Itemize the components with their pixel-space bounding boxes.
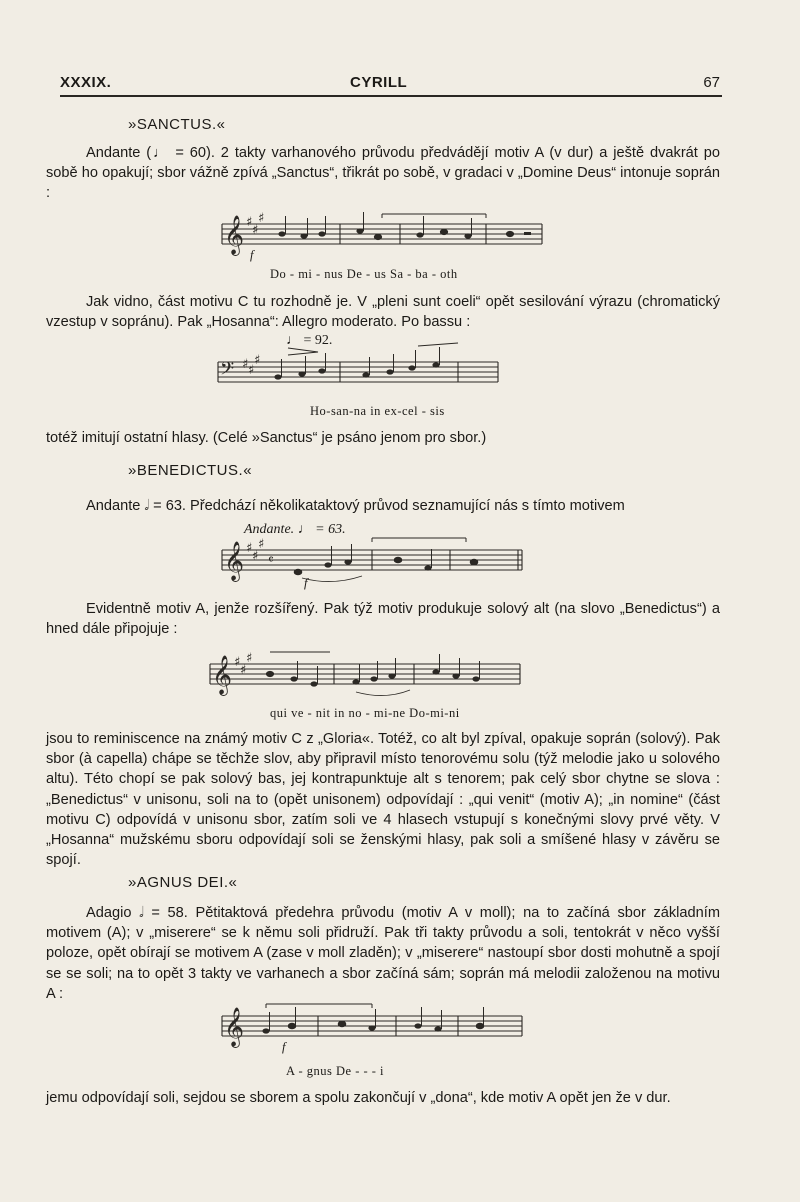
svg-text:♯: ♯ — [246, 651, 253, 666]
benedictus-paragraph-2 — [46, 599, 720, 639]
svg-text:𝄞: 𝄞 — [224, 1007, 245, 1047]
page-number: 67 — [703, 74, 720, 91]
staff-example-5 — [222, 996, 532, 1066]
agnus-paragraph-2 — [46, 1088, 720, 1108]
music-example-4 — [210, 642, 530, 702]
music-example-1 — [222, 204, 552, 274]
staff-example-1 — [222, 204, 552, 274]
benedictus-text-2: Evidentně motiv A, jenže rozšířený. Pak týž motiv produkuje solový alt (na slovo „Benedictus“) a hned dále připojuje : — [46, 601, 720, 638]
section-heading-agnus-dei: »AGNUS DEI.« — [128, 874, 238, 891]
agnus-paragraph-1 — [46, 903, 720, 1004]
sanctus-text-2: Jak vidno, část motivu C tu rozhodně je. V „pleni sunt coeli“ opět sesilování výrazu (chromatický vzestup v sopránu). Pak „Hosanna“: Allegro moderato. Po bassu : — [46, 294, 720, 331]
svg-text:𝄞: 𝄞 — [212, 655, 233, 695]
svg-text:♯: ♯ — [242, 357, 249, 372]
svg-text:𝄞: 𝄞 — [224, 215, 245, 255]
running-header — [60, 74, 720, 94]
benedictus-text-3: jsou to reminiscence na známý motiv C z „Gloria«. Totéž, co alt byl zpíval, opakuje soprán (solový). Pak sbor (à capella) chápe se těchže slov, aby připravil místo tenorovému solu (týž melodie jako u solového altu). Této chopí se pak solový bas, jej kontrapunktuje alt s tenorem; pak celý sbor chytne se slova : „Benedictus“ v unisonu, soli na to (opět unisonem) odpovídají : „qui venit“ (motiv A); „in nomine“ (část motivu C) odpovídá v unisonu sbor, zatím soli ve 4 hlasech vstupují s konečnými slovy prvé věty. V „Hosanna“ mužskému sboru odpovídají soli se ženskými hlasy, pak soli a smíšené hlasy v závěru se spojí. — [46, 731, 720, 869]
svg-text:♯: ♯ — [254, 353, 261, 368]
svg-text:♯: ♯ — [258, 537, 265, 552]
tempo-mark-example-3: Andante. ♩ = 63. — [244, 522, 346, 537]
sanctus-paragraph-2 — [46, 292, 720, 332]
agnus-text-2: jemu odpovídají soli, sejdou se sborem a spolu zakončují v „dona“, kde motiv A opět jen že v dur. — [46, 1090, 671, 1106]
svg-text:♯: ♯ — [246, 541, 253, 556]
running-title: CYRILL — [350, 74, 408, 91]
svg-text:𝄞: 𝄞 — [224, 541, 245, 581]
chapter-number: XXXIX. — [60, 74, 112, 91]
music-example-3 — [222, 532, 532, 592]
svg-text:♯: ♯ — [252, 223, 259, 238]
benedictus-paragraph-1 — [46, 496, 720, 516]
svg-text:♯: ♯ — [234, 655, 241, 670]
agnus-text-1: Adagio 𝅗𝅥 = 58. Pětitaktová předehra průvodu (motiv A v moll); na to začíná sbor základním motivem (A); v „miserere“ se k němu soli přidruží. Pak tři takty průvodu a soli, tentokrát v něco vyšší poloze, opět obírají se motivem A (zase v moll zladěn); v „miserere“ nastoupí sbor dosti mohutně a spojí se se soli; na to opět 3 takty ve varhanech a sbor začíná sám; soprán má melodii založenou na motivu A : — [46, 905, 720, 1002]
tempo-mark-example-2: ♩ = 92. — [286, 333, 333, 348]
lyrics-example-2: Ho-san-na in ex-cel - sis — [310, 404, 445, 418]
sanctus-text-1: Andante (♩ = 60). 2 takty varhanového průvodu předvádějí motiv A (v dur) a ještě dvakrát po sobě ho opakují; sbor vážně zpívá „Sanctus“, třikrát po sobě, v gradaci v „Domine Deus“ intonuje soprán : — [46, 145, 720, 202]
sanctus-paragraph-3 — [46, 428, 720, 448]
dynamic-mark-example-3: f — [304, 576, 308, 590]
svg-text:♯: ♯ — [246, 215, 253, 230]
lyrics-example-1: Do - mi - nus De - us Sa - ba - oth — [270, 267, 458, 281]
staff-example-2 — [218, 340, 508, 400]
svg-text:♯: ♯ — [240, 663, 247, 678]
staff-example-3 — [222, 532, 532, 592]
benedictus-paragraph-3 — [46, 729, 720, 870]
section-heading-sanctus: »SANCTUS.« — [128, 116, 226, 133]
section-heading-benedictus: »BENEDICTUS.« — [128, 462, 253, 479]
music-example-2 — [218, 340, 508, 400]
dynamic-mark-example-5: f — [282, 1040, 286, 1054]
dynamic-mark: f — [250, 248, 254, 262]
benedictus-text-1: Andante 𝅗𝅥 = 63. Předchází několikataktový průvod seznamující nás s tímto motivem — [86, 498, 625, 514]
sanctus-paragraph-1 — [46, 143, 720, 204]
svg-text:𝄴: 𝄴 — [268, 553, 274, 568]
lyrics-example-5: A - gnus De - - - i — [286, 1064, 385, 1078]
svg-text:♯: ♯ — [252, 549, 259, 564]
svg-text:♯: ♯ — [248, 363, 255, 378]
svg-text:♯: ♯ — [258, 211, 265, 226]
svg-text:𝄢: 𝄢 — [220, 359, 235, 384]
music-example-5 — [222, 996, 532, 1066]
staff-example-4 — [210, 642, 530, 702]
sanctus-text-3: totéž imitují ostatní hlasy. (Celé »Sanctus“ je psáno jenom pro sbor.) — [46, 430, 487, 446]
lyrics-example-4: qui ve - nit in no - mi-ne Do-mi-ni — [270, 706, 460, 720]
header-rule — [60, 95, 722, 97]
